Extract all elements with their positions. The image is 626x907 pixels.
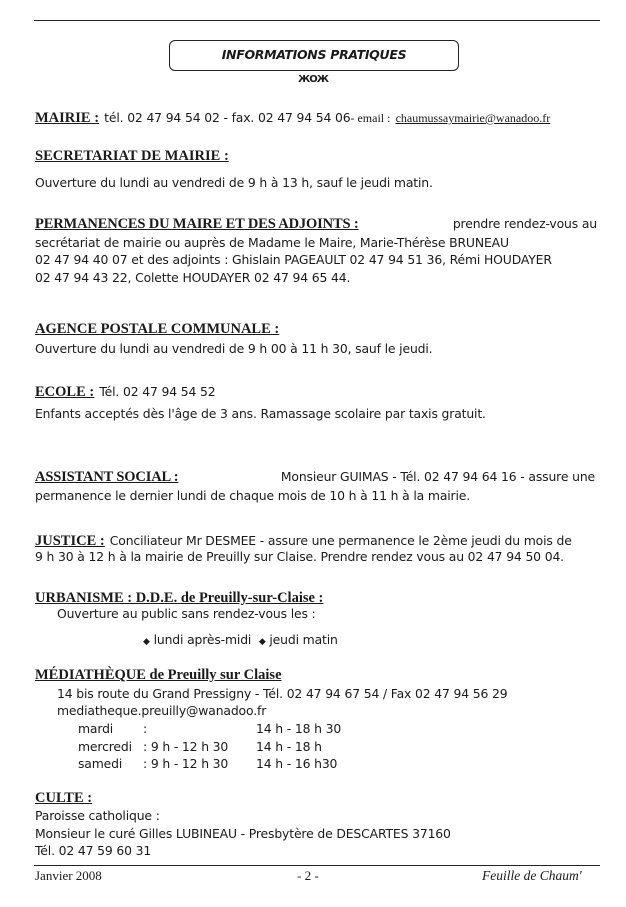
justice-text-2: 9 h 30 à 12 h à la mairie de Preuilly sur Claise. Prendre rendez vous au 02 47 94 50 04. [35, 549, 564, 564]
ecole-heading: ECOLE : [35, 384, 95, 400]
culte-text-1: Paroisse catholique : [35, 808, 160, 823]
secretariat-heading: SECRETARIAT DE MAIRIE : [35, 148, 229, 164]
mairie-contact: tél. 02 47 94 54 02 - fax. 02 47 94 54 06 [104, 110, 351, 125]
urbanisme-heading: URBANISME : D.D.E. de Preuilly-sur-Claise : [35, 590, 324, 606]
bullet-diamond-icon: ◆ [143, 637, 150, 647]
ecole-line [35, 381, 215, 401]
ecole-phone: Tél. 02 47 94 54 52 [99, 384, 216, 399]
hours-day-mercredi: mercredi [78, 739, 132, 754]
permanences-heading: PERMANENCES DU MAIRE ET DES ADJOINTS : [35, 216, 359, 232]
permanences-text-2: secrétariat de mairie ou auprès de Madame le Maire, Marie-Thérèse BRUNEAU [35, 235, 509, 250]
permanences-text-1: prendre rendez-vous au [452, 216, 597, 231]
title-box [169, 40, 459, 71]
hours-afternoon-mercredi: 14 h - 18 h [256, 739, 322, 754]
culte-text-3: Tél. 02 47 59 60 31 [35, 843, 152, 858]
secretariat-text: Ouverture du lundi au vendredi de 9 h à 13 h, sauf le jeudi matin. [35, 175, 433, 190]
mediatheque-heading: MÉDIATHÈQUE de Preuilly sur Claise [35, 667, 282, 683]
mairie-line [35, 107, 550, 127]
footer-page-number: - 2 - [297, 868, 319, 883]
mairie-email-label: - email : [350, 111, 391, 125]
mediatheque-email[interactable]: mediatheque.preuilly@wanadoo.fr [57, 703, 267, 718]
mairie-heading: MAIRIE : [35, 110, 100, 126]
justice-heading: JUSTICE : [35, 533, 105, 549]
page-title: INFORMATIONS PRATIQUES [221, 47, 407, 62]
assistant-heading: ASSISTANT SOCIAL : [35, 469, 179, 485]
bottom-rule [34, 865, 600, 866]
assistant-line-1 [35, 469, 595, 486]
agence-text: Ouverture du lundi au vendredi de 9 h 00 à 11 h 30, sauf le jeudi. [35, 341, 433, 356]
assistant-text-2: permanence le dernier lundi de chaque mois de 10 h à 11 h à la mairie. [35, 488, 471, 503]
top-rule [34, 20, 600, 21]
ornament: ЖОЖ [298, 74, 328, 85]
permanences-line-1 [35, 216, 597, 233]
hours-day-samedi: samedi [78, 756, 123, 771]
mediatheque-address: 14 bis route du Grand Pressigny - Tél. 02 47 94 67 54 / Fax 02 47 94 56 29 [57, 686, 508, 701]
culte-text-2: Monsieur le curé Gilles LUBINEAU - Presbytère de DESCARTES 37160 [35, 826, 451, 841]
urbanisme-day-2: jeudi matin [269, 632, 338, 647]
mairie-email-link[interactable]: chaumussaymairie@wanadoo.fr [395, 111, 551, 125]
hours-morning-mardi: : [143, 721, 148, 736]
agence-heading: AGENCE POSTALE COMMUNALE : [35, 321, 280, 337]
footer-date: Janvier 2008 [35, 868, 102, 883]
hours-afternoon-samedi: 14 h - 16 h30 [256, 756, 338, 771]
justice-line-1 [35, 530, 572, 550]
hours-morning-mercredi: : 9 h - 12 h 30 [143, 739, 229, 754]
culte-heading: CULTE : [35, 790, 93, 806]
urbanisme-text: Ouverture au public sans rendez-vous les : [57, 606, 316, 621]
assistant-text-1: Monsieur GUIMAS - Tél. 02 47 94 64 16 - assure une [280, 469, 595, 484]
justice-text-1: Conciliateur Mr DESMEE - assure une permanence le 2ème jeudi du mois de [109, 533, 572, 548]
bullet-diamond-icon: ◆ [258, 637, 266, 647]
urbanisme-days [143, 632, 338, 647]
ecole-text: Enfants acceptés dès l'âge de 3 ans. Ramassage scolaire par taxis gratuit. [35, 406, 486, 421]
footer-publication: Feuille de Chaum' [482, 868, 582, 883]
permanences-text-3: 02 47 94 40 07 et des adjoints : Ghislain PAGEAULT 02 47 94 51 36, Rémi HOUDAYER [35, 252, 552, 267]
permanences-text-4: 02 47 94 43 22, Colette HOUDAYER 02 47 94 65 44. [35, 270, 351, 285]
urbanisme-day-1: lundi après-midi [153, 632, 252, 647]
hours-afternoon-mardi: 14 h - 18 h 30 [256, 721, 342, 736]
hours-morning-samedi: : 9 h - 12 h 30 [143, 756, 229, 771]
hours-day-mardi: mardi [78, 721, 114, 736]
